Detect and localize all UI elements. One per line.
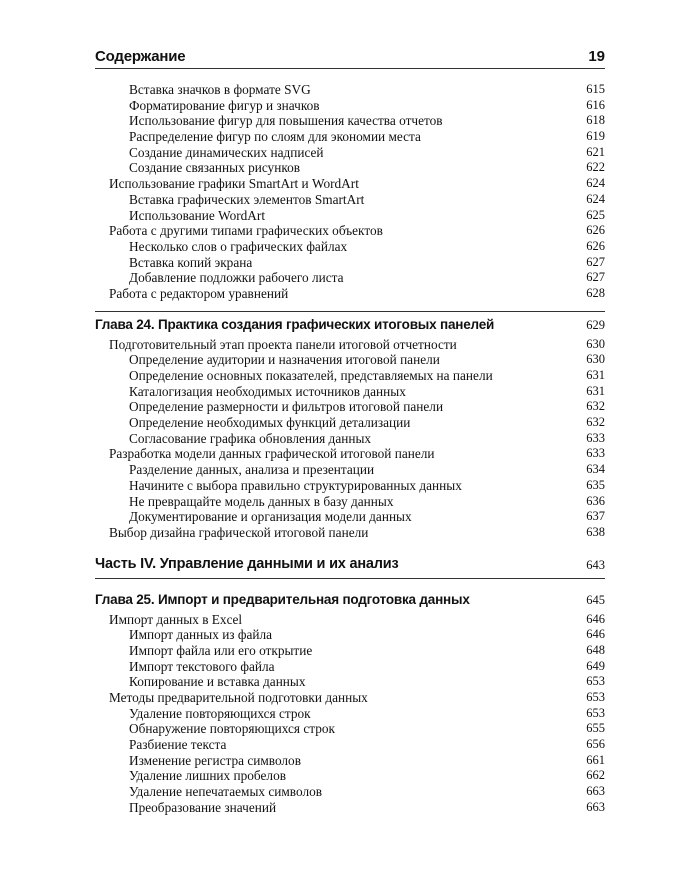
toc-entry-page: 635 — [586, 477, 605, 492]
running-header-title: Содержание — [95, 48, 186, 65]
running-header — [95, 46, 605, 68]
toc-entry-page: 653 — [586, 690, 605, 704]
toc-entry — [95, 753, 605, 769]
toc-entry-page: 626 — [586, 223, 605, 238]
toc-entry-title: Методы предварительной подготовки данных — [109, 690, 368, 705]
toc-entry — [95, 145, 605, 161]
part-title: Часть IV. Управление данными и их анализ — [95, 555, 399, 572]
toc-entry — [95, 192, 605, 208]
toc-entry-page: 634 — [586, 462, 605, 477]
toc-entry-title: Согласование графика обновления данных — [129, 430, 372, 446]
toc-entry-page: 625 — [586, 207, 605, 222]
toc-entry — [95, 462, 605, 478]
toc-entry-title: Удаление непечатаемых символов — [129, 784, 323, 800]
toc-entry-page: 653 — [586, 705, 605, 720]
part-page: 643 — [586, 557, 605, 572]
chapter-page: 629 — [586, 317, 605, 332]
toc-entry — [95, 384, 605, 400]
toc-entry-page: 646 — [586, 627, 605, 642]
toc-entry — [95, 674, 605, 690]
toc-section — [95, 612, 605, 628]
toc-entry-page: 632 — [586, 415, 605, 430]
toc-entry-title: Импорт данных в Excel — [109, 611, 243, 627]
toc-entry-title: Обнаружение повторяющихся строк — [129, 721, 335, 737]
table-of-contents — [95, 82, 605, 816]
toc-entry-page: 656 — [586, 737, 605, 752]
toc-entry-page: 622 — [586, 160, 605, 175]
toc-entry-page: 633 — [586, 430, 605, 445]
toc-entry-page: 615 — [586, 82, 605, 96]
toc-entry-page: 630 — [586, 352, 605, 367]
toc-entry-title: Использование WordArt — [129, 207, 266, 223]
chapter-rule — [95, 311, 605, 312]
toc-entry-page: 618 — [586, 113, 605, 128]
toc-entry-page: 630 — [586, 336, 605, 351]
toc-entry-page: 633 — [586, 446, 605, 461]
running-header-page-number: 19 — [588, 48, 605, 65]
toc-entry-page: 636 — [586, 493, 605, 508]
toc-entry-page: 628 — [586, 285, 605, 300]
toc-entry-page: 619 — [586, 129, 605, 144]
toc-entry-title: Использование графики SmartArt и WordArt — [109, 176, 359, 192]
toc-entry-page: 663 — [586, 784, 605, 799]
toc-entry-title: Выбор дизайна графической итоговой панели — [109, 524, 369, 540]
toc-section — [95, 337, 605, 353]
toc-section — [95, 223, 605, 239]
toc-entry — [95, 368, 605, 384]
toc-entry-title: Импорт текстового файла — [129, 658, 275, 674]
toc-entry — [95, 800, 605, 816]
toc-entry-page: 631 — [586, 368, 605, 382]
toc-entry-title: Начините с выбора правильно структурированных данных — [129, 477, 462, 493]
toc-entry-page: 661 — [586, 752, 605, 767]
toc-entry-title: Определение размерности и фильтров итоговой панели — [129, 399, 444, 415]
toc-entry — [95, 129, 605, 145]
chapter-page: 645 — [586, 592, 605, 607]
toc-entry-page: 626 — [586, 238, 605, 253]
toc-entry-page: 646 — [586, 611, 605, 626]
toc-entry-title: Создание динамических надписей — [129, 144, 324, 160]
toc-section — [95, 176, 605, 192]
toc-entry — [95, 784, 605, 800]
toc-entry — [95, 768, 605, 784]
toc-section — [95, 286, 605, 302]
toc-entry-page: 632 — [586, 399, 605, 414]
toc-entry — [95, 478, 605, 494]
toc-entry-page: 638 — [586, 524, 605, 539]
toc-entry-page: 631 — [586, 383, 605, 398]
toc-entry-page: 648 — [586, 642, 605, 657]
toc-entry — [95, 643, 605, 659]
toc-entry-title: Импорт данных из файла — [129, 627, 273, 643]
toc-part-heading — [95, 550, 605, 582]
toc-entry-title: Копирование и вставка данных — [129, 674, 306, 690]
toc-entry-page: 663 — [586, 799, 605, 814]
toc-entry — [95, 82, 605, 98]
toc-entry — [95, 113, 605, 129]
toc-entry-title: Изменение регистра символов — [129, 752, 301, 768]
toc-entry-title: Вставка копий экрана — [129, 254, 253, 270]
toc-entry-title: Вставка графических элементов SmartArt — [129, 191, 365, 207]
toc-entry — [95, 659, 605, 675]
toc-entry-title: Удаление повторяющихся строк — [129, 705, 311, 721]
toc-entry — [95, 494, 605, 510]
toc-entry-title: Документирование и организация модели данных — [129, 509, 412, 525]
toc-entry — [95, 208, 605, 224]
toc-entry — [95, 255, 605, 271]
toc-entry — [95, 737, 605, 753]
chapter-title: Глава 24. Практика создания графических итоговых панелей — [95, 316, 495, 332]
toc-entry-title: Не превращайте модель данных в базу данных — [129, 493, 394, 509]
toc-entry — [95, 352, 605, 368]
toc-entry-title: Определение необходимых функций детализации — [129, 415, 411, 431]
toc-section — [95, 690, 605, 706]
toc-entry — [95, 98, 605, 114]
toc-entry-title: Работа с другими типами графических объектов — [109, 223, 383, 239]
toc-entry-title: Распределение фигур по слоям для экономии места — [129, 129, 421, 145]
toc-entry-title: Подготовительный этап проекта панели итоговой отчетности — [109, 336, 457, 352]
toc-entry-page: 624 — [586, 176, 605, 191]
toc-entry-title: Импорт файла или его открытие — [129, 642, 313, 658]
toc-entry-page: 655 — [586, 721, 605, 736]
header-rule — [95, 68, 605, 69]
toc-entry-page: 616 — [586, 97, 605, 112]
toc-entry-page: 627 — [586, 270, 605, 285]
toc-entry — [95, 627, 605, 643]
toc-entry-title: Удаление лишних пробелов — [129, 768, 286, 784]
toc-entry-title: Определение аудитории и назначения итоговой панели — [129, 352, 440, 368]
toc-entry-title: Работа с редактором уравнений — [109, 285, 289, 301]
toc-entry-title: Создание связанных рисунков — [129, 160, 301, 176]
toc-entry-page: 649 — [586, 658, 605, 673]
toc-entry-page: 621 — [586, 144, 605, 159]
toc-entry — [95, 509, 605, 525]
toc-entry — [95, 706, 605, 722]
toc-entry — [95, 270, 605, 286]
toc-entry-title: Форматирование фигур и значков — [129, 97, 320, 113]
toc-chapter-heading — [95, 311, 605, 337]
toc-entry — [95, 399, 605, 415]
toc-entry-title: Добавление подложки рабочего листа — [129, 270, 344, 286]
part-rule — [95, 578, 605, 579]
toc-entry-page: 637 — [586, 509, 605, 524]
toc-entry-title: Разработка модели данных графической итоговой панели — [109, 446, 435, 462]
toc-entry — [95, 160, 605, 176]
toc-entry-title: Несколько слов о графических файлах — [129, 238, 348, 254]
toc-entry-title: Преобразование значений — [129, 799, 277, 815]
toc-entry-page: 653 — [586, 674, 605, 689]
toc-section — [95, 525, 605, 541]
toc-entry-title: Вставка значков в формате SVG — [129, 82, 311, 97]
toc-entry — [95, 239, 605, 255]
chapter-title: Глава 25. Импорт и предварительная подготовка данных — [95, 591, 470, 607]
toc-entry-page: 662 — [586, 768, 605, 783]
toc-entry-page: 627 — [586, 254, 605, 269]
toc-entry-title: Использование фигур для повышения качества отчетов — [129, 113, 443, 129]
toc-entry — [95, 431, 605, 447]
toc-section — [95, 446, 605, 462]
toc-entry — [95, 415, 605, 431]
toc-chapter-heading — [95, 586, 605, 612]
toc-entry-title: Разделение данных, анализа и презентации — [129, 462, 375, 478]
toc-entry-title: Определение основных показателей, представляемых на панели — [129, 368, 493, 383]
toc-entry-page: 624 — [586, 191, 605, 206]
toc-entry-title: Каталогизация необходимых источников данных — [129, 383, 406, 399]
toc-entry — [95, 721, 605, 737]
toc-entry-title: Разбиение текста — [129, 737, 227, 753]
